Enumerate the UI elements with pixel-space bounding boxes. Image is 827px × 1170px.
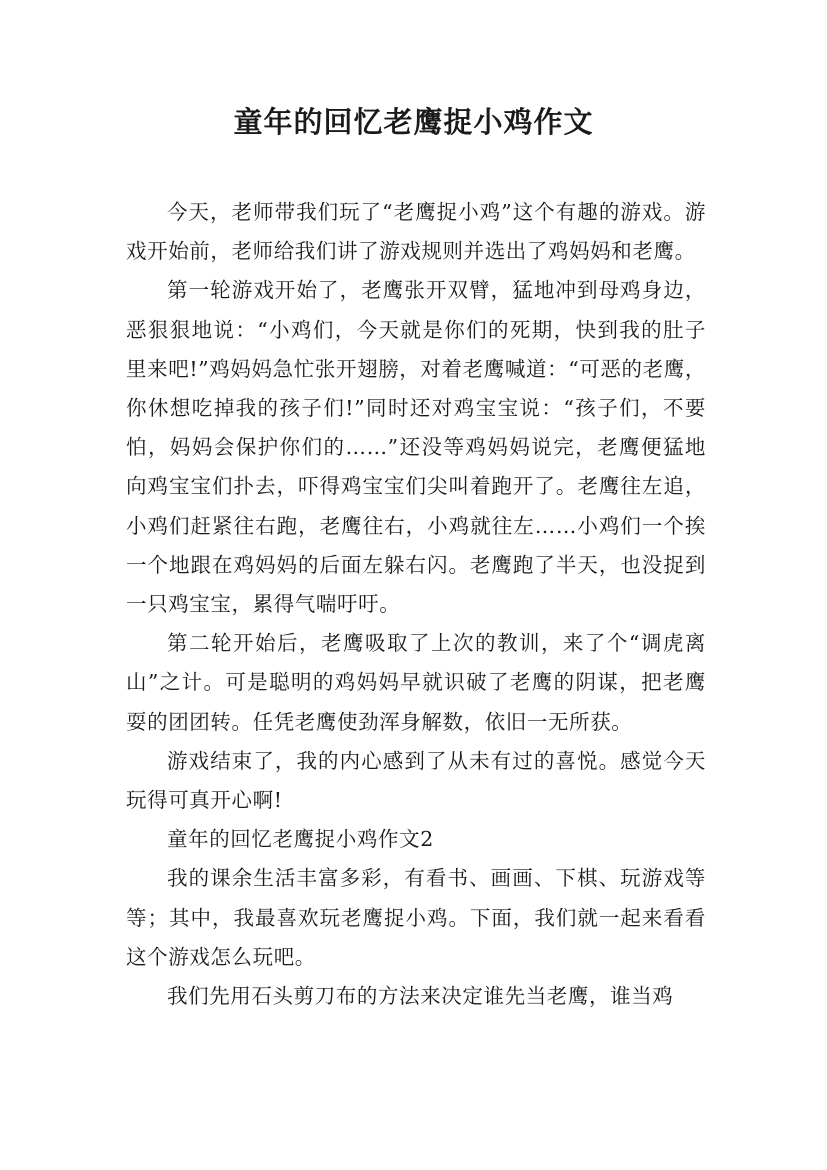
paragraph-rock-paper-scissors: 我们先用石头剪刀布的方法来决定谁先当老鹰，谁当鸡 <box>167 984 674 1009</box>
document-title: 童年的回忆老鹰捉小鸡作文 <box>233 105 594 139</box>
paragraph-round-two: 第二轮开始后，老鹰吸取了上次的教训，来了个“调虎离山”之计。可是聪明的鸡妈妈早就识破了老鹰的阴谋，把老鹰耍的团团转。任凭老鹰使劲浑身解数，依旧一无所获。 <box>126 631 706 734</box>
paragraph-hobbies: 我的课余生活丰富多彩，有看书、画画、下棋、玩游戏等等；其中，我最喜欢玩老鹰捉小鸡。下面，我们就一起来看看这个游戏怎么玩吧。 <box>126 866 706 969</box>
document-body <box>126 193 706 1016</box>
paragraph-intro: 今天，老师带我们玩了“老鹰捉小鸡”这个有趣的游戏。游戏开始前，老师给我们讲了游戏规则并选出了鸡妈妈和老鹰。 <box>126 200 706 264</box>
paragraph-game-end: 游戏结束了，我的内心感到了从未有过的喜悦。感觉今天玩得可真开心啊! <box>126 748 706 813</box>
section-heading-essay-2: 童年的回忆老鹰捉小鸡作文2 <box>167 827 434 852</box>
paragraph-round-one: 第一轮游戏开始了，老鹰张开双臂，猛地冲到母鸡身边，恶狠狠地说：“小鸡们，今天就是你们的死期，快到我的肚子里来吧!”鸡妈妈急忙张开翅膀，对着老鹰喊道：“可恶的老鹰，你休想吃掉我的孩子们!”同时还对鸡宝宝说：“孩子们，不要怕，妈妈会保护你们的……”还没等鸡妈妈说完，老鹰便猛地向鸡宝宝们扑去，吓得鸡宝宝们尖叫着跑开了。老鹰往左追，小鸡们赶紧往右跑，老鹰往右，小鸡就往左……小鸡们一个挨一个地跟在鸡妈妈的后面左躲右闪。老鹰跑了半天，也没捉到一只鸡宝宝，累得气喘吁吁。 <box>126 278 706 617</box>
